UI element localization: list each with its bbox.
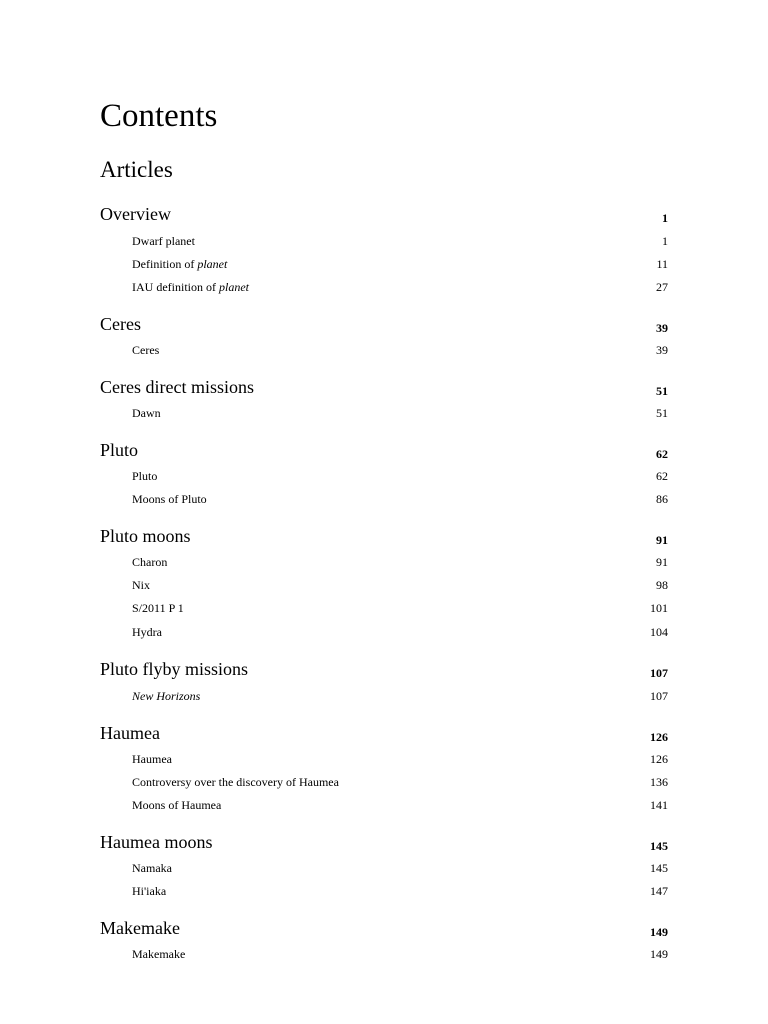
toc-entry[interactable] — [132, 946, 668, 962]
section-page-number: 91 — [656, 533, 668, 547]
entry-page-number: 136 — [650, 775, 668, 789]
entry-title — [132, 797, 221, 813]
toc-section-pluto-moons[interactable] — [100, 525, 668, 549]
entry-page-number: 145 — [650, 861, 668, 875]
section-title: Makemake — [100, 918, 180, 938]
section-title: Pluto flyby missions — [100, 659, 249, 679]
entry-page-number: 104 — [650, 625, 668, 639]
entry-page-number: 98 — [656, 578, 668, 592]
entry-page-number: 62 — [656, 469, 668, 483]
entry-title-text: Dwarf planet — [132, 234, 195, 248]
section-page-number: 126 — [650, 730, 668, 744]
entry-page-number: 27 — [656, 280, 668, 294]
entry-title — [132, 624, 162, 640]
entry-title — [132, 468, 157, 484]
entry-title-text: Moons of Haumea — [132, 798, 222, 812]
toc-section-ceres-direct-missions[interactable] — [100, 376, 668, 400]
section-page-number: 145 — [650, 839, 668, 853]
toc-section-pluto-flyby-missions[interactable] — [100, 658, 668, 682]
section-title: Haumea — [100, 723, 160, 743]
toc-section-pluto[interactable] — [100, 439, 668, 463]
toc-section-ceres[interactable] — [100, 313, 668, 337]
entry-title — [132, 256, 227, 272]
section-title: Haumea moons — [100, 832, 213, 852]
entry-title-italic: planet — [218, 280, 249, 294]
entry-page-number: 91 — [656, 555, 668, 569]
section-page-number: 62 — [656, 447, 668, 461]
toc-section-haumea-moons[interactable] — [100, 831, 668, 855]
toc-entry[interactable] — [132, 600, 668, 616]
entry-title-text: Definition of — [132, 257, 198, 271]
entry-title-text: Pluto — [132, 469, 158, 483]
entry-title — [132, 860, 172, 876]
entry-title-text: Charon — [132, 555, 168, 569]
entry-title — [132, 491, 207, 507]
entry-title — [132, 405, 161, 421]
entry-title — [132, 577, 150, 593]
toc-entry[interactable] — [132, 491, 668, 507]
page-title: Contents — [100, 98, 218, 134]
section-page-number: 1 — [662, 211, 668, 225]
toc-section-makemake[interactable] — [100, 917, 668, 941]
toc-section-overview[interactable] — [100, 203, 668, 227]
entry-page-number: 147 — [650, 884, 668, 898]
section-title: Pluto moons — [100, 526, 191, 546]
entry-page-number: 1 — [662, 234, 668, 248]
toc-entry[interactable] — [132, 751, 668, 767]
entry-title-text: Moons of Pluto — [132, 492, 207, 506]
entry-title-italic: planet — [197, 257, 228, 271]
toc-section-haumea[interactable] — [100, 722, 668, 746]
entry-page-number: 101 — [650, 601, 668, 615]
entry-title-text: Hydra — [132, 625, 162, 639]
toc-entry[interactable] — [132, 860, 668, 876]
entry-page-number: 11 — [656, 257, 668, 271]
toc-entry[interactable] — [132, 577, 668, 593]
entry-title-italic: New Horizons — [132, 689, 201, 703]
section-title: Ceres — [100, 314, 141, 334]
entry-title-text: Dawn — [132, 406, 161, 420]
toc-entry[interactable] — [132, 279, 668, 295]
toc-entry[interactable] — [132, 405, 668, 421]
entry-title — [132, 751, 172, 767]
entry-title — [132, 279, 249, 295]
entry-title — [132, 883, 166, 899]
toc-entry[interactable] — [132, 797, 668, 813]
section-page-number: 39 — [656, 321, 668, 335]
toc-entry[interactable] — [132, 256, 668, 272]
entry-title-text: Controversy over the discovery of Haumea — [132, 775, 339, 789]
entry-title-text: Makemake — [132, 947, 186, 961]
entry-title — [132, 233, 195, 249]
section-page-number: 107 — [650, 666, 668, 680]
entry-title-text: Hi'iaka — [132, 884, 167, 898]
entry-title-text: Ceres — [132, 343, 160, 357]
entry-title-text: Haumea — [132, 752, 172, 766]
entry-page-number: 126 — [650, 752, 668, 766]
entry-page-number: 149 — [650, 947, 668, 961]
entry-title — [132, 554, 167, 570]
entry-title-text: Namaka — [132, 861, 172, 875]
section-title: Pluto — [100, 440, 139, 460]
section-page-number: 51 — [656, 384, 668, 398]
toc-entry[interactable] — [132, 883, 668, 899]
entry-title — [132, 600, 184, 616]
entry-page-number: 86 — [656, 492, 668, 506]
entry-page-number: 141 — [650, 798, 668, 812]
entry-page-number: 107 — [650, 689, 668, 703]
entry-title — [132, 688, 200, 704]
entry-title-text: IAU definition of — [132, 280, 219, 294]
entry-page-number: 39 — [656, 343, 668, 357]
toc-entry[interactable] — [132, 468, 668, 484]
toc-entry[interactable] — [132, 342, 668, 358]
toc-entry[interactable] — [132, 774, 668, 790]
section-title: Ceres direct missions — [100, 377, 254, 397]
toc-entry[interactable] — [132, 624, 668, 640]
entry-title-text: Nix — [132, 578, 150, 592]
entry-title — [132, 946, 185, 962]
section-title: Overview — [100, 204, 171, 224]
entry-title — [132, 342, 159, 358]
entry-title-text: S/2011 P 1 — [132, 601, 184, 615]
entry-title — [132, 774, 339, 790]
articles-heading: Articles — [100, 157, 173, 182]
section-page-number: 149 — [650, 925, 668, 939]
toc-entry[interactable] — [132, 554, 668, 570]
entry-page-number: 51 — [656, 406, 668, 420]
toc-entry[interactable] — [132, 233, 668, 249]
toc-entry[interactable] — [132, 688, 668, 704]
